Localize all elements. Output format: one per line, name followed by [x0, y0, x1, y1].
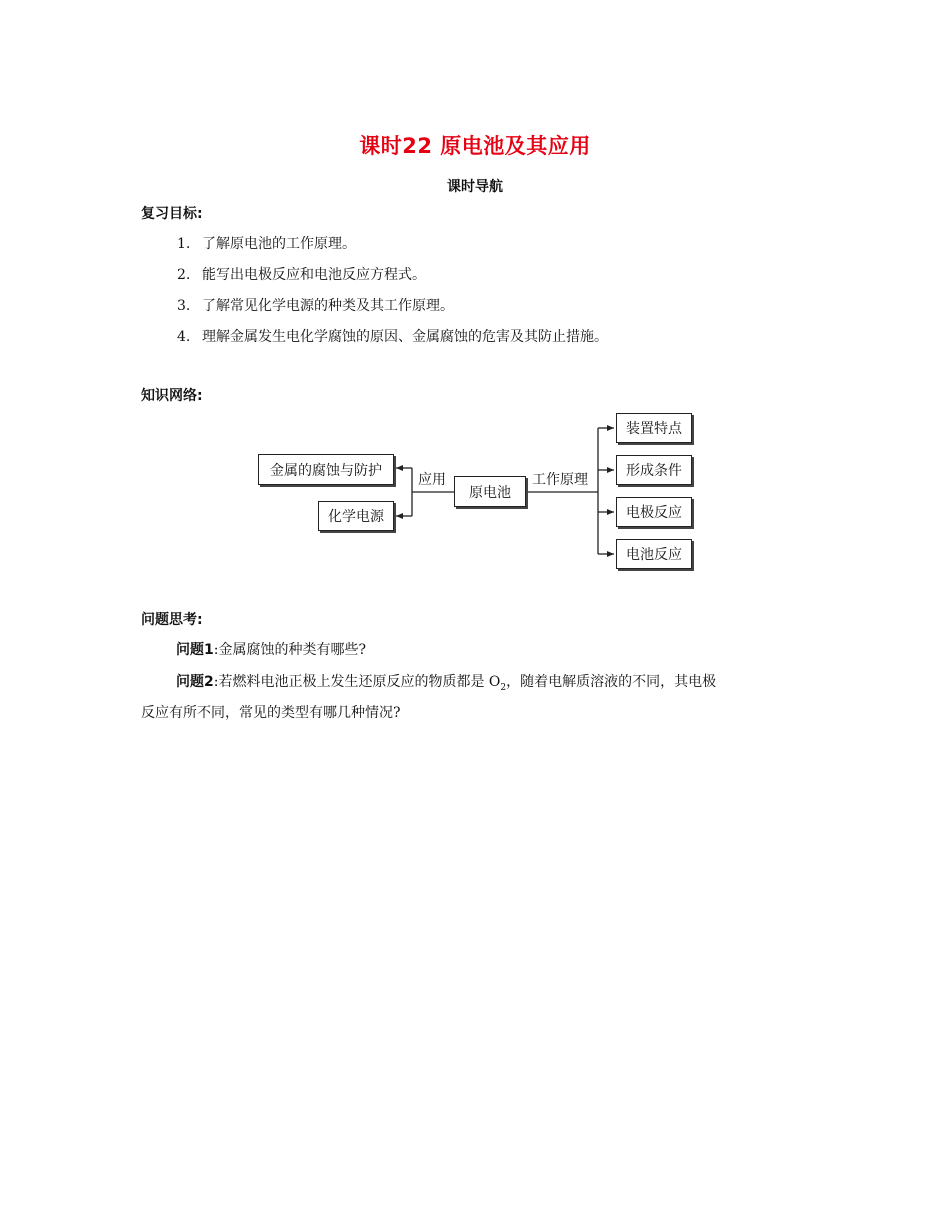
goal-item: [177, 326, 608, 346]
subscript: 2: [500, 682, 507, 693]
page-title: 课时22 原电池及其应用: [359, 134, 591, 158]
node-metal-corrosion: 金属的腐蚀与防护: [258, 454, 394, 485]
question-text-cont: ，随着电解质溶液的不同，其电极: [506, 674, 717, 690]
goal-text: 了解原电池的工作原理。: [202, 236, 356, 252]
questions-heading: 问题思考:: [141, 612, 203, 628]
node-chemical-power-source: 化学电源: [318, 501, 394, 531]
question-2-line-2: 反应有所不同，常见的类型有哪几种情况?: [141, 705, 401, 721]
goal-text: 能写出电极反应和电池反应方程式。: [202, 267, 426, 283]
question-text: :若燃料电池正极上发生还原反应的物质都是 O: [213, 674, 501, 690]
goal-item: [177, 295, 454, 315]
goal-number: 1.: [177, 236, 191, 252]
goal-number: 2.: [177, 267, 191, 283]
edge-label-application: 应用: [416, 469, 448, 489]
network-heading: 知识网络:: [141, 388, 203, 404]
question-2: [176, 671, 716, 693]
page-subtitle: 课时导航: [447, 179, 503, 195]
question-label: 问题2: [176, 674, 214, 690]
node-cell-reaction: 电池反应: [616, 539, 692, 569]
goal-item: [177, 264, 426, 284]
node-galvanic-cell: 原电池: [454, 476, 526, 507]
node-device-features: 装置特点: [616, 413, 692, 443]
edge-label-working-principle: 工作原理: [530, 469, 590, 489]
goals-heading: 复习目标:: [141, 206, 203, 222]
node-electrode-reaction: 电极反应: [616, 497, 692, 527]
goal-text: 了解常见化学电源的种类及其工作原理。: [202, 298, 454, 314]
goal-number: 3.: [177, 298, 191, 314]
question-label: 问题1: [176, 642, 214, 658]
goal-text: 理解金属发生电化学腐蚀的原因、金属腐蚀的危害及其防止措施。: [202, 329, 608, 345]
goal-item: [177, 233, 356, 253]
goal-number: 4.: [177, 329, 191, 345]
question-text: :金属腐蚀的种类有哪些?: [213, 642, 366, 658]
node-formation-conditions: 形成条件: [616, 455, 692, 485]
question-1: [176, 639, 366, 659]
